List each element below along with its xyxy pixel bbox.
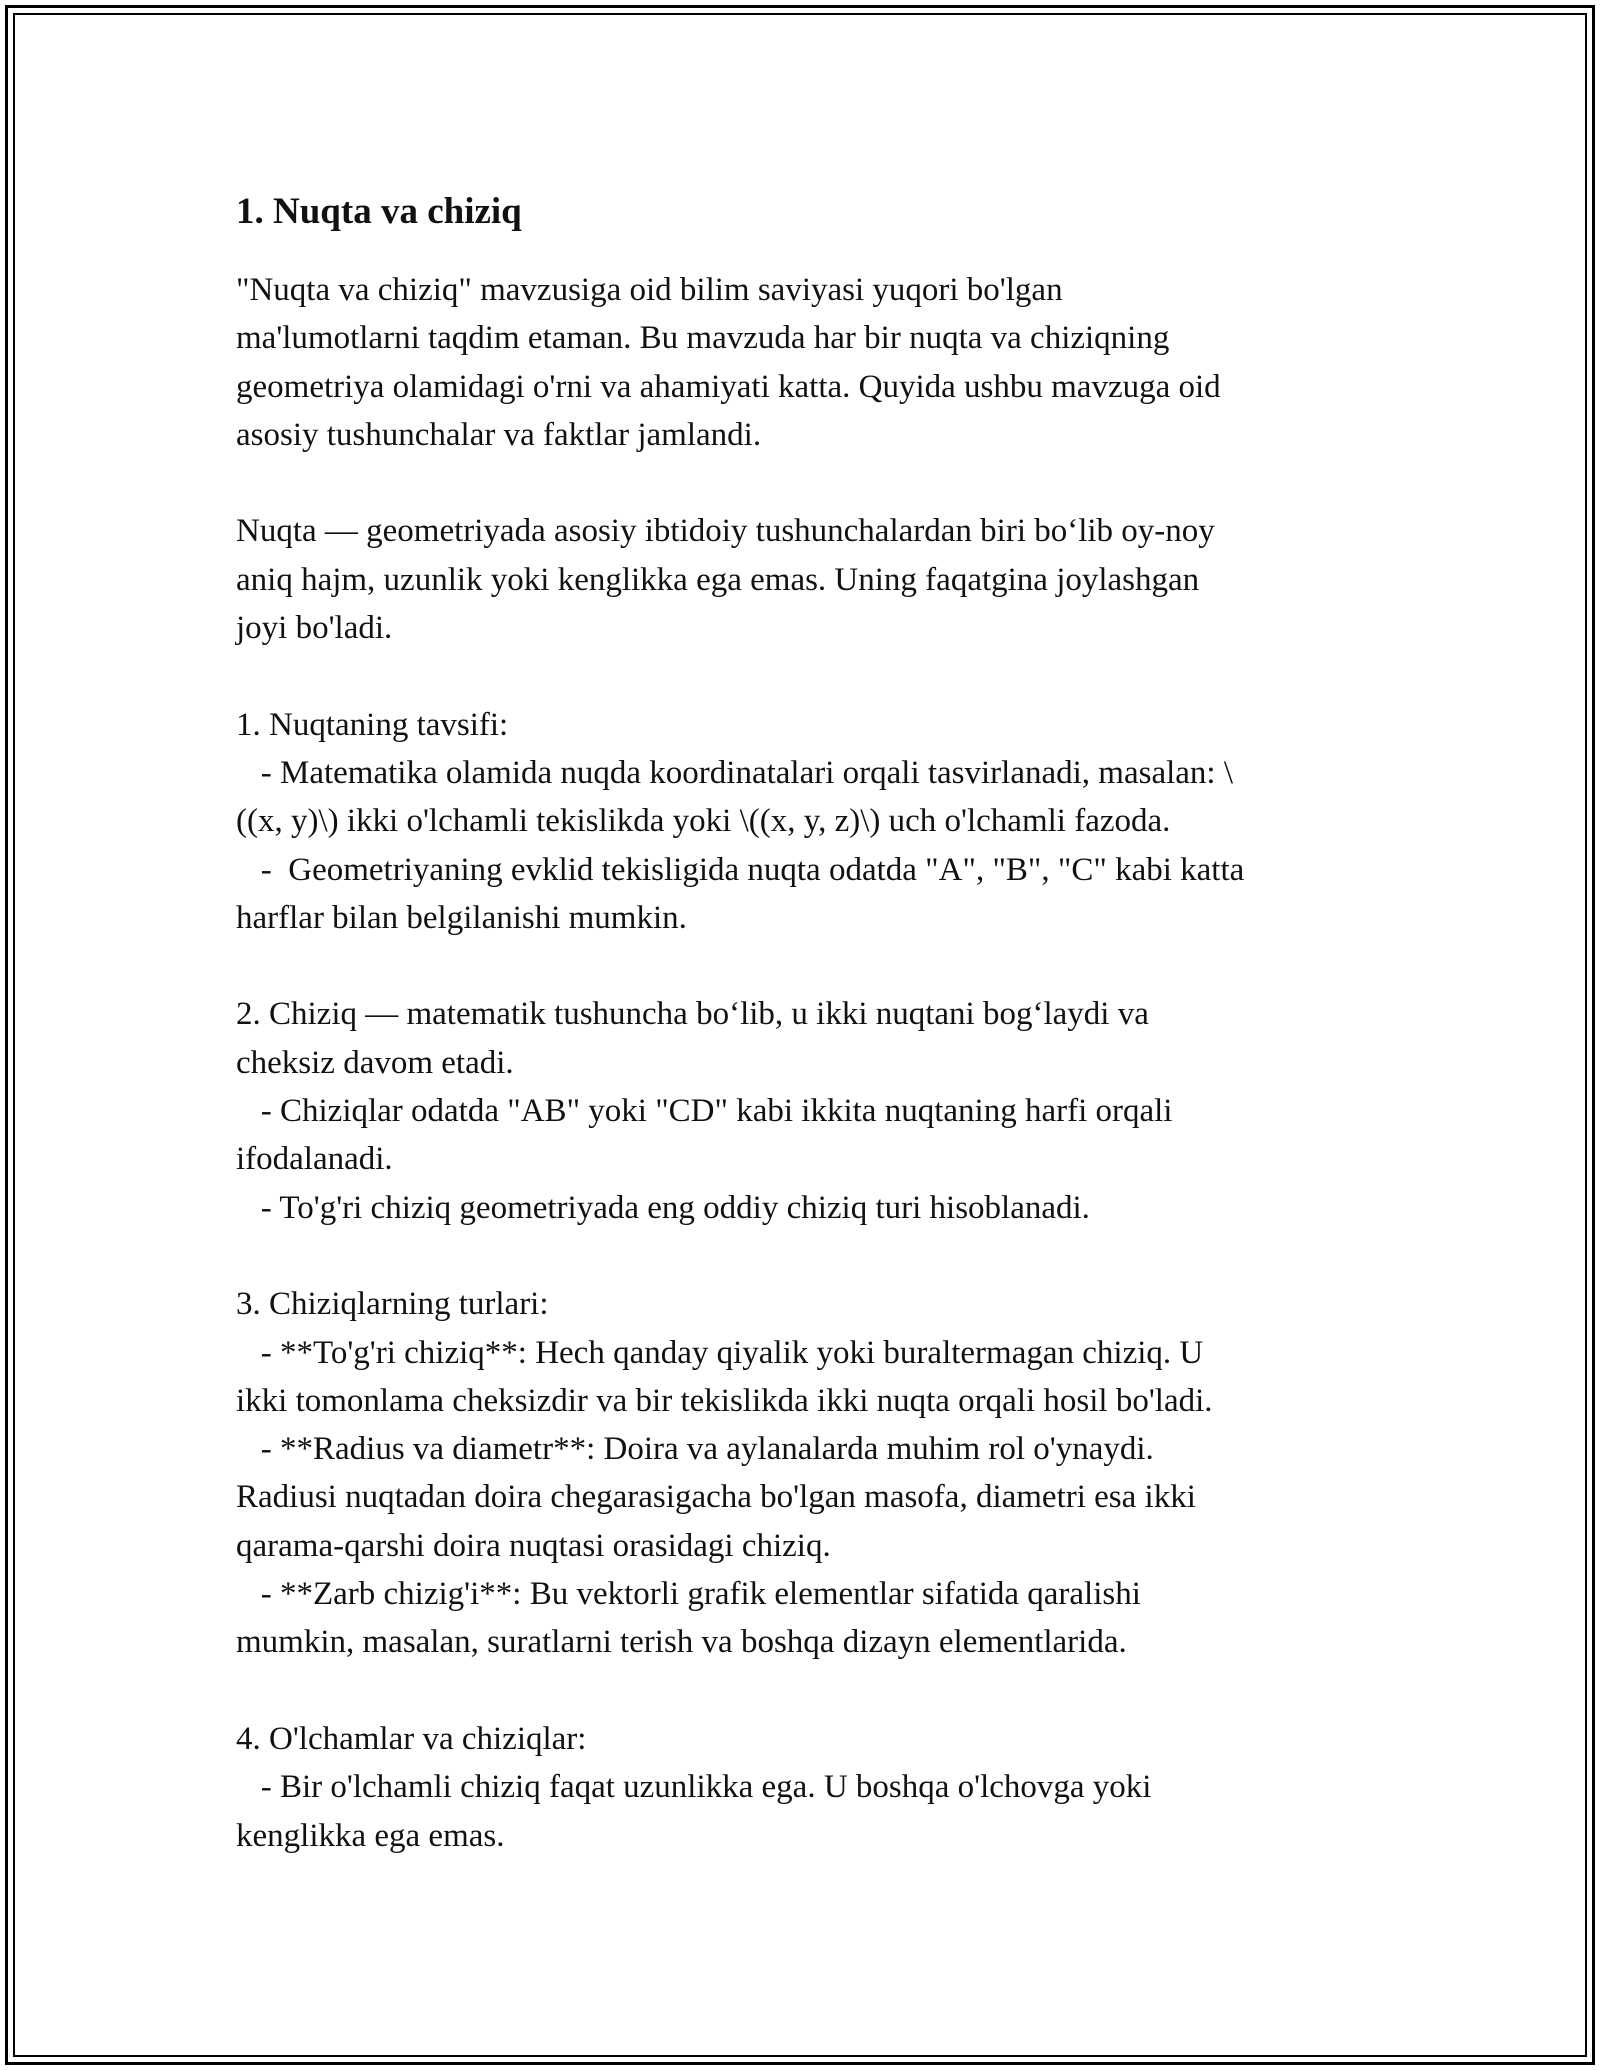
line-types-section: 3. Chiziqlarning turlari: - **To'g'ri chiziq**: Hech qanday qiyalik yoki buraltermagan chiziq. U ikki tomonlama cheksizdir va bir tekislikda ikki nuqta orqali hosil bo'ladi. - **Radius va diametr**: Doira va aylanalarda muhim rol o'ynaydi. Radiusi nuqtadan doira chegarasigacha bo'lgan masofa, diametri esa ikki qarama-qarshi doira nuqtasi orasidagi chiziq. - **Zarb chizig'i**: Bu vektorli grafik elementlar sifatida qaralishi mumkin, masalan, suratlarni terish va boshqa dizayn elementlarida. <box>236 1286 1213 1661</box>
point-definition-paragraph: Nuqta — geometriyada asosiy ibtidoiy tushunchalardan biri bo‘lib oy-noy aniq hajm, uzunlik yoki kenglikka ega emas. Uning faqatgina joylashgan joyi bo'ladi. <box>236 513 1215 647</box>
paragraph-gap <box>236 1667 1366 1715</box>
paragraph-gap <box>236 652 1366 700</box>
document-body <box>236 188 1366 1860</box>
point-description-section: 1. Nuqtaning tavsifi: - Matematika olamida nuqda koordinatalari orqali tasvirlanadi, masalan: \ ((x, y)\) ikki o'lchamli tekislikda yoki \((x, y, z)\) uch o'lchamli fazoda. - Geometriyaning evklid tekisligida nuqta odatda "A", "B", "C" kabi katta harflar bilan belgilanishi mumkin. <box>236 706 1245 936</box>
dimensions-section: 4. O'lchamlar va chiziqlar: - Bir o'lchamli chiziq faqat uzunlikka ega. U boshqa o'lchovga yoki kenglikka ega emas. <box>236 1720 1152 1854</box>
paragraph-gap <box>236 942 1366 990</box>
document-title: 1. Nuqta va chiziq <box>236 191 522 232</box>
paragraph-gap <box>236 459 1366 507</box>
intro-paragraph: "Nuqta va chiziq" mavzusiga oid bilim saviyasi yuqori bo'lgan ma'lumotlarni taqdim etaman. Bu mavzuda har bir nuqta va chiziqning geometriya olamidagi o'rni va ahamiyati katta. Quyida ushbu mavzuga oid asosiy tushunchalar va faktlar jamlandi. <box>236 272 1221 453</box>
paragraph-gap <box>236 1232 1366 1280</box>
line-definition-section: 2. Chiziq — matematik tushuncha bo‘lib, u ikki nuqtani bog‘laydi va cheksiz davom etadi. - Chiziqlar odatda "AB" yoki "CD" kabi ikkita nuqtaning harfi orqali ifodalanadi. - To'g'ri chiziq geometriyada eng oddiy chiziq turi hisoblanadi. <box>236 996 1173 1226</box>
